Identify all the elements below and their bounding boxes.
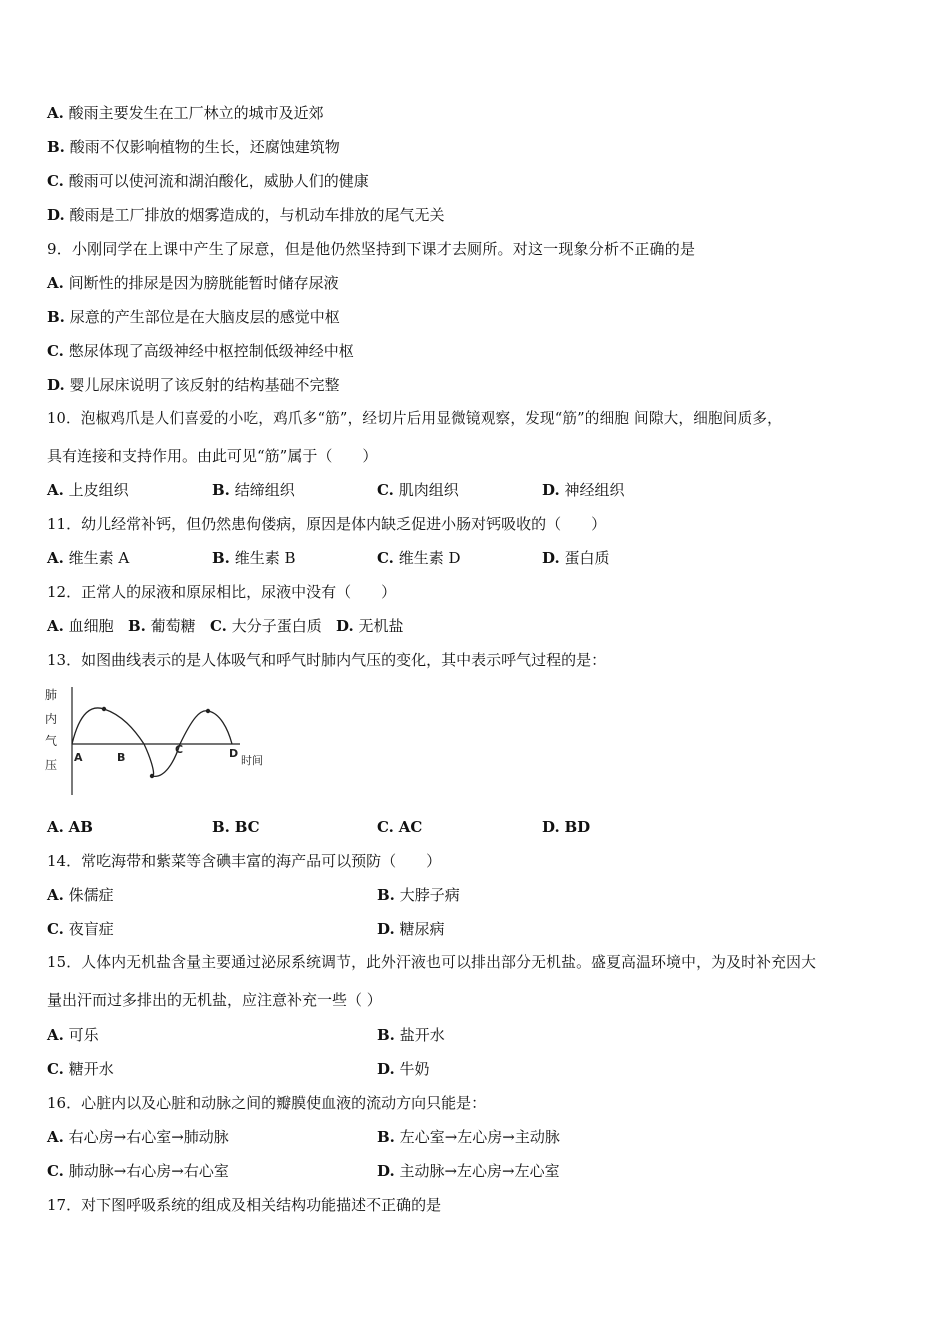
q13-option-b: B. BC xyxy=(212,818,260,836)
pressure-curve xyxy=(72,708,232,776)
q9-stem: 9．小刚同学在上课中产生了尿意，但是他仍然坚持到下课才去厕所。对这一现象分析不正确的是 xyxy=(47,240,696,258)
q15-option-d: D. 牛奶 xyxy=(377,1060,430,1078)
q15-option-b: B. 盐开水 xyxy=(377,1026,445,1044)
q15-option-a: A. 可乐 xyxy=(47,1026,99,1044)
q9-option-b: B. 尿意的产生部位是在大脑皮层的感觉中枢 xyxy=(47,308,340,326)
q13-option-a: A. AB xyxy=(47,818,93,836)
q8-option-c: C. 酸雨可以使河流和湖泊酸化，威胁人们的健康 xyxy=(47,172,369,190)
q14-option-b: B. 大脖子病 xyxy=(377,886,460,904)
x-axis-label: 时间 xyxy=(241,754,263,767)
q9-option-d: D. 婴儿尿床说明了该反射的结构基础不完整 xyxy=(47,376,340,394)
y-label-char-2: 内 xyxy=(45,712,58,726)
q11-option-a: A. 维生素 A xyxy=(47,549,130,567)
q11-option-b: B. 维生素 B xyxy=(212,549,296,567)
q16-option-a: A. 右心房→右心室→肺动脉 xyxy=(47,1128,229,1146)
q14-option-a: A. 侏儒症 xyxy=(47,886,114,904)
curve-marker xyxy=(150,774,154,778)
q15-stem-line1: 15．人体内无机盐含量主要通过泌尿系统调节，此外汗液也可以排出部分无机盐。盛夏高温环境中，为及时补充因大 xyxy=(47,954,817,971)
q8-option-a: A. 酸雨主要发生在工厂林立的城市及近郊 xyxy=(47,104,324,122)
y-label-char-4: 压 xyxy=(45,758,58,772)
q13-stem: 13．如图曲线表示的是人体吸气和呼气时肺内气压的变化，其中表示呼气过程的是： xyxy=(47,651,607,669)
q13-option-d: D. BD xyxy=(542,818,591,836)
q10-option-c: C. 肌肉组织 xyxy=(377,481,459,499)
q9-option-c: C. 憋尿体现了高级神经中枢控制低级神经中枢 xyxy=(47,342,354,360)
point-c-label: C xyxy=(175,743,184,756)
q14-stem: 14．常吃海带和紫菜等含碘丰富的海产品可以预防（ ） xyxy=(47,852,442,870)
y-label-char-1: 肺 xyxy=(45,688,58,702)
q14-option-d: D. 糖尿病 xyxy=(377,920,445,938)
q16-option-b: B. 左心室→左心房→主动脉 xyxy=(377,1128,560,1146)
q16-stem: 16．心脏内以及心脏和动脉之间的瓣膜使血液的流动方向只能是： xyxy=(47,1094,487,1112)
q12-options: A. 血细胞 B. 葡萄糖 C. 大分子蛋白质 D. 无机盐 xyxy=(47,617,404,635)
lung-pressure-figure xyxy=(40,683,280,808)
point-d-label: D xyxy=(229,747,239,760)
q15-option-c: C. 糖开水 xyxy=(47,1060,114,1078)
q10-stem-line1: 10．泡椒鸡爪是人们喜爱的小吃，鸡爪多“筋”，经切片后用显微镜观察，发现“筋”的细胞 间隙大，细胞间质多， xyxy=(47,410,782,427)
curve-marker xyxy=(102,707,106,711)
q16-option-d: D. 主动脉→左心房→左心室 xyxy=(377,1162,560,1180)
q10-option-b: B. 结缔组织 xyxy=(212,481,295,499)
point-b-label: B xyxy=(117,751,126,764)
q8-option-d: D. 酸雨是工厂排放的烟雾造成的，与机动车排放的尾气无关 xyxy=(47,206,445,224)
q10-stem-line2: 具有连接和支持作用。由此可见“筋”属于（ ） xyxy=(47,447,378,465)
q14-option-c: C. 夜盲症 xyxy=(47,920,114,938)
q15-stem-line2: 量出汗而过多排出的无机盐，应注意补充一些（ ） xyxy=(47,991,382,1009)
q17-stem: 17．对下图呼吸系统的组成及相关结构功能描述不正确的是 xyxy=(47,1196,442,1214)
q10-option-d: D. 神经组织 xyxy=(542,481,625,499)
point-a-label: A xyxy=(74,751,83,764)
q11-stem: 11．幼儿经常补钙，但仍然患佝偻病，原因是体内缺乏促进小肠对钙吸收的（ ） xyxy=(47,515,607,533)
curve-marker xyxy=(206,709,210,713)
q11-option-d: D. 蛋白质 xyxy=(542,549,610,567)
q12-stem: 12．正常人的尿液和原尿相比，尿液中没有（ ） xyxy=(47,583,397,601)
q9-option-a: A. 间断性的排尿是因为膀胱能暂时储存尿液 xyxy=(47,274,339,292)
q11-option-c: C. 维生素 D xyxy=(377,549,461,567)
y-label-char-3: 气 xyxy=(45,734,58,748)
q10-option-a: A. 上皮组织 xyxy=(47,481,129,499)
q16-option-c: C. 肺动脉→右心房→右心室 xyxy=(47,1162,229,1180)
q13-option-c: C. AC xyxy=(377,818,423,836)
q8-option-b: B. 酸雨不仅影响植物的生长，还腐蚀建筑物 xyxy=(47,138,340,156)
